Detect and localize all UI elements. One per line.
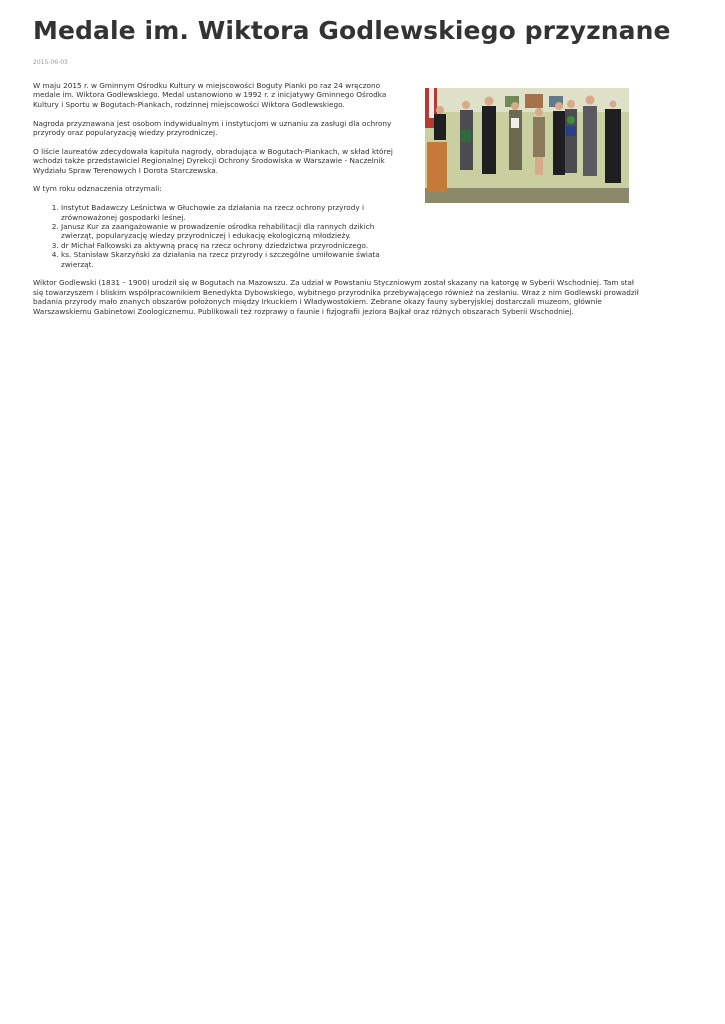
paragraph: W maju 2015 r. w Gminnym Ośrodku Kultury w miejscowości Boguty Pianki po raz 24 wręczono medale im. Wiktora Godlewskiego. Medal ustanowiono w 1992 r. z inicjatywy Gminnego Ośrodka Kultury i Sportu w Bogutach-Piankach, rodzinnej miejscowości Wiktora Godlewskiego. (33, 81, 387, 109)
photo-person (583, 96, 597, 177)
photo-person (605, 97, 621, 183)
list-item: 4. ks. Stanisław Skarzyński za działania na rzecz przyrody i szczególne umiłowanie świata zwierząt. (61, 250, 395, 269)
list-item: 3. dr Michał Falkowski za aktywną pracę na rzecz ochrony dziedzictwa przyrodniczego. (61, 241, 395, 250)
photo-picture-frame (525, 94, 543, 108)
list-item: 2. Janusz Kur za zaangażowanie w prowadzenie ośrodka rehabilitacji dla rannych dzikich zwierząt, popularyzację wiedzy przyrodniczej i edukację ekologiczną młodzieży. (61, 222, 395, 241)
photo-person (553, 102, 565, 175)
paragraph: O liście laureatów zdecydowała kapituła nagrody, obradująca w Bogutach-Piankach, w skład której wchodzi także przedstawiciel Regionalnej Dyrekcji Ochrony Środowiska w Warszawie - Naczelnik Wydziału Spraw Terenowych I Dorota Starczewska. (33, 146, 393, 175)
paragraph: Nagroda przyznawana jest osobom indywidualnym i instytucjom w uznaniu za zasługi dla ochrony przyrody oraz popularyzację wiedzy przyrodniczej. (33, 118, 392, 138)
photo-podium (427, 142, 447, 192)
page-title: Medale im. Wiktora Godlewskiego przyznane (33, 16, 671, 45)
laureates-list (33, 203, 395, 269)
publish-date: 2015-06-03 (33, 59, 68, 66)
group-photo-image (425, 88, 629, 203)
group-photo (425, 88, 629, 203)
photo-banner-white (429, 88, 434, 118)
paragraph: W tym roku odznaczenia otrzymali: (33, 184, 162, 194)
photo-floor (425, 188, 629, 203)
list-item: 1. Instytut Badawczy Leśnictwa w Głuchowie za działania na rzecz ochrony przyrody i zrównoważonej gospodarki leśnej. (61, 203, 395, 222)
photo-person (460, 101, 473, 170)
photo-person (482, 97, 496, 175)
photo-person (565, 100, 577, 173)
photo-person (509, 102, 522, 170)
article-intro (33, 81, 395, 269)
biography-paragraph: Wiktor Godlewski (1831 – 1900) urodził się w Bogutach na Mazowszu. Za udział w Powstaniu Styczniowym został skazany na katorgę w Syberii Wschodniej. Tam stał się towarzyszem i bliskim współpracownikiem Benedykta Dybowskiego, wybitnego przyrodnika przebywającego również na zesłaniu. Wraz z nim Godlewski prowadził badania przyrody mało znanych obszarów położonych między Irkuckiem i Władywostokiem. Zebrane okazy fauny syberyjskiej dostarczali muzeom, głównie Warszawskiemu Gabinetowi Zoologicznemu. Publikowali też rozprawy o faunie i fizjografii jeziora Bajkał oraz różnych obszarach Syberii Wschodniej. (33, 278, 639, 316)
